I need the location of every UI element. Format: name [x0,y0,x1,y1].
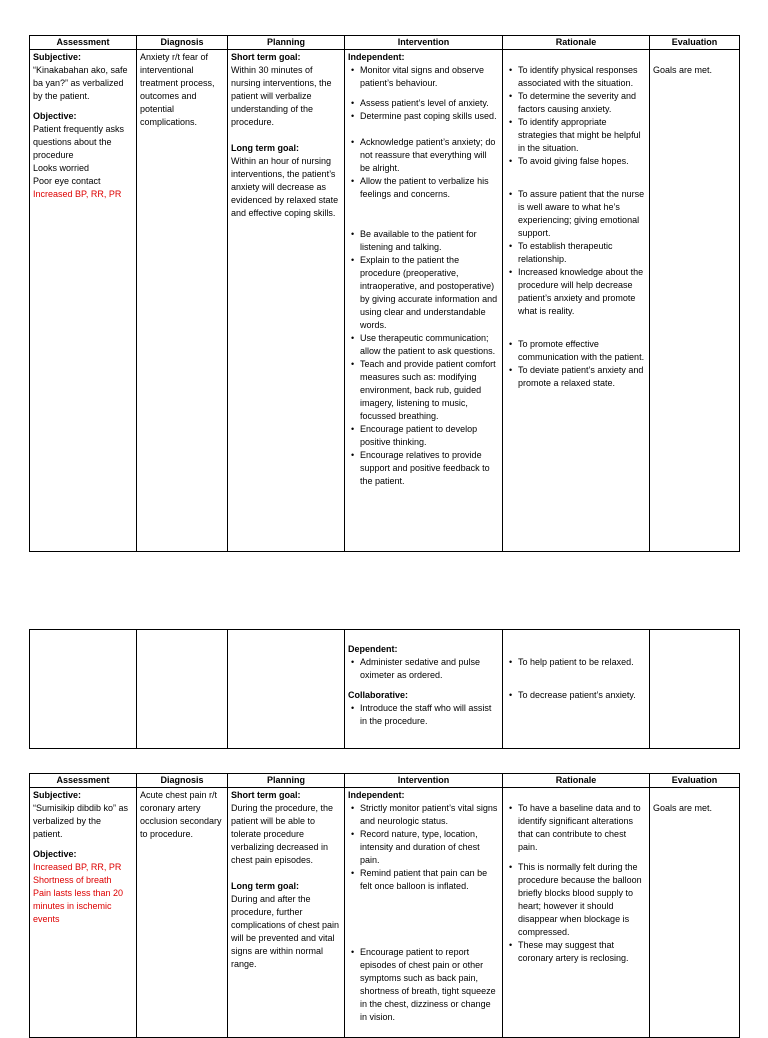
intervention-item: • Explain to the patient the procedure (preoperative, intraoperative, and postoperative) by giving accurate information and using clear and understandable words. [348,254,499,332]
rationale-item: • This is normally felt during the procedure because the balloon briefly blocks blood supply to heart; however it should disappear when blockage is compressed. [506,861,646,939]
intervention-item: • Encourage relatives to provide support and positive feedback to the patient. [348,449,499,488]
intervention-cell [345,50,503,552]
intervention-item: • Encourage patient to develop positive thinking. [348,423,499,449]
rationale-cell [503,788,650,1038]
short-goal-label: Short term goal: [231,790,301,800]
subjective-label: Subjective: [33,52,82,62]
intervention-item: • Use therapeutic communication; allow the patient to ask questions. [348,332,499,358]
table-row [30,50,740,552]
objective-red-line: Shortness of breath [33,875,112,885]
header-planning: Planning [228,36,345,50]
rationale-item: • These may suggest that coronary artery is reclosing. [506,939,646,965]
intervention-item: • Allow the patient to verbalize his feelings and concerns. [348,175,499,201]
objective-line: Looks worried [33,163,90,173]
intervention-item: • Monitor vital signs and observe patient’s behaviour. [348,64,499,90]
short-goal-label: Short term goal: [231,52,301,62]
long-goal-label: Long term goal: [231,143,299,153]
intervention-item: • Record nature, type, location, intensity and duration of chest pain. [348,828,499,867]
independent-label: Independent: [348,52,405,62]
header-rationale: Rationale [503,774,650,788]
rationale-item: • Increased knowledge about the procedure will help decrease patient’s anxiety and promote what is reality. [506,266,646,318]
table-row [30,788,740,1038]
rationale-item: • To decrease patient’s anxiety. [506,689,646,702]
header-evaluation: Evaluation [650,774,740,788]
short-goal-text: Within 30 minutes of nursing interventions, the patient will verbalize understanding of the procedure. [231,65,332,127]
objective-line: Patient frequently asks questions about the procedure [33,124,125,160]
long-goal-label: Long term goal: [231,881,299,891]
rationale-item: • To deviate patient’s anxiety and promote a relaxed state. [506,364,646,390]
long-goal-text: Within an hour of nursing interventions, the patient’s anxiety will decrease as evidenced by relaxed state and effective coping skills. [231,156,339,218]
intervention-item: • Introduce the staff who will assist in the procedure. [348,702,499,728]
header-rationale: Rationale [503,36,650,50]
rationale-cell [503,50,650,552]
rationale-item: • To help patient to be relaxed. [506,656,646,669]
rationale-item: • To establish therapeutic relationship. [506,240,646,266]
rationale-item: • To promote effective communication with the patient. [506,338,646,364]
assessment-cell [30,630,137,749]
intervention-item: • Be available to the patient for listening and talking. [348,228,499,254]
header-intervention: Intervention [345,36,503,50]
objective-label: Objective: [33,849,77,859]
intervention-cell [345,630,503,749]
intervention-item: • Teach and provide patient comfort measures such as: modifying environment, back rub, guided imagery, listening to music, focussed breathing. [348,358,499,423]
dependent-label: Dependent: [348,644,398,654]
rationale-item: • To assure patient that the nurse is well aware to what he’s experiencing; giving emotional support. [506,188,646,240]
diagnosis-cell: Acute chest pain r/t coronary artery occlusion secondary to procedure. [137,788,228,1038]
header-evaluation: Evaluation [650,36,740,50]
intervention-cell [345,788,503,1038]
collaborative-label: Collaborative: [348,690,409,700]
objective-red-line: Increased BP, RR, PR [33,862,122,872]
objective-red-line: Pain lasts less than 20 minutes in ischemic events [33,888,124,924]
intervention-item: • Strictly monitor patient’s vital signs and neurologic status. [348,802,499,828]
short-goal-text: During the procedure, the patient will be able to tolerate procedure verbalizing decreased in chest pain episodes. [231,803,334,865]
intervention-item: • Determine past coping skills used. [348,110,499,123]
diagnosis-cell [137,630,228,749]
evaluation-cell: Goals are met. [650,788,740,1038]
table-row [30,630,740,749]
rationale-item: • To avoid giving false hopes. [506,155,646,168]
intervention-item: • Remind patient that pain can be felt once balloon is inflated. [348,867,499,893]
independent-label: Independent: [348,790,405,800]
evaluation-cell [650,630,740,749]
assessment-cell [30,50,137,552]
evaluation-cell: Goals are met. [650,50,740,552]
header-intervention: Intervention [345,774,503,788]
header-row [30,774,740,788]
planning-cell [228,630,345,749]
header-diagnosis: Diagnosis [137,36,228,50]
rationale-item: • To determine the severity and factors causing anxiety. [506,90,646,116]
intervention-item: • Administer sedative and pulse oximeter as ordered. [348,656,499,682]
planning-cell [228,50,345,552]
objective-red-line: Increased BP, RR, PR [33,189,122,199]
long-goal-text: During and after the procedure, further complications of chest pain will be prevented and vital signs are within normal range. [231,894,340,969]
intervention-item: • Assess patient’s level of anxiety. [348,97,499,110]
header-assessment: Assessment [30,774,137,788]
subjective-label: Subjective: [33,790,82,800]
planning-cell [228,788,345,1038]
header-diagnosis: Diagnosis [137,774,228,788]
header-row [30,36,740,50]
subjective-text: “Sumisikip dibdib ko” as verbalized by the patient. [33,803,129,839]
care-plan-table-continuation [29,629,740,749]
subjective-text: “Kinakabahan ako, safe ba yan?” as verbalized by the patient. [33,65,128,101]
intervention-item: • Acknowledge patient’s anxiety; do not reassure that everything will be alright. [348,136,499,175]
rationale-item: • To have a baseline data and to identify significant alterations that can contribute to chest pain. [506,802,646,854]
objective-label: Objective: [33,111,77,121]
care-plan-table-anxiety [29,35,740,552]
diagnosis-cell: Anxiety r/t fear of interventional treatment process, outcomes and potential complications. [137,50,228,552]
rationale-cell [503,630,650,749]
intervention-item: • Encourage patient to report episodes of chest pain or other symptoms such as back pain, shortness of breath, tight squeeze in the chest, dizziness or change in vision. [348,946,499,1024]
rationale-item: • To identify appropriate strategies that might be helpful in the situation. [506,116,646,155]
header-assessment: Assessment [30,36,137,50]
rationale-item: • To identify physical responses associated with the situation. [506,64,646,90]
header-planning: Planning [228,774,345,788]
care-plan-table-chest-pain [29,773,740,1038]
objective-line: Poor eye contact [33,176,101,186]
assessment-cell [30,788,137,1038]
